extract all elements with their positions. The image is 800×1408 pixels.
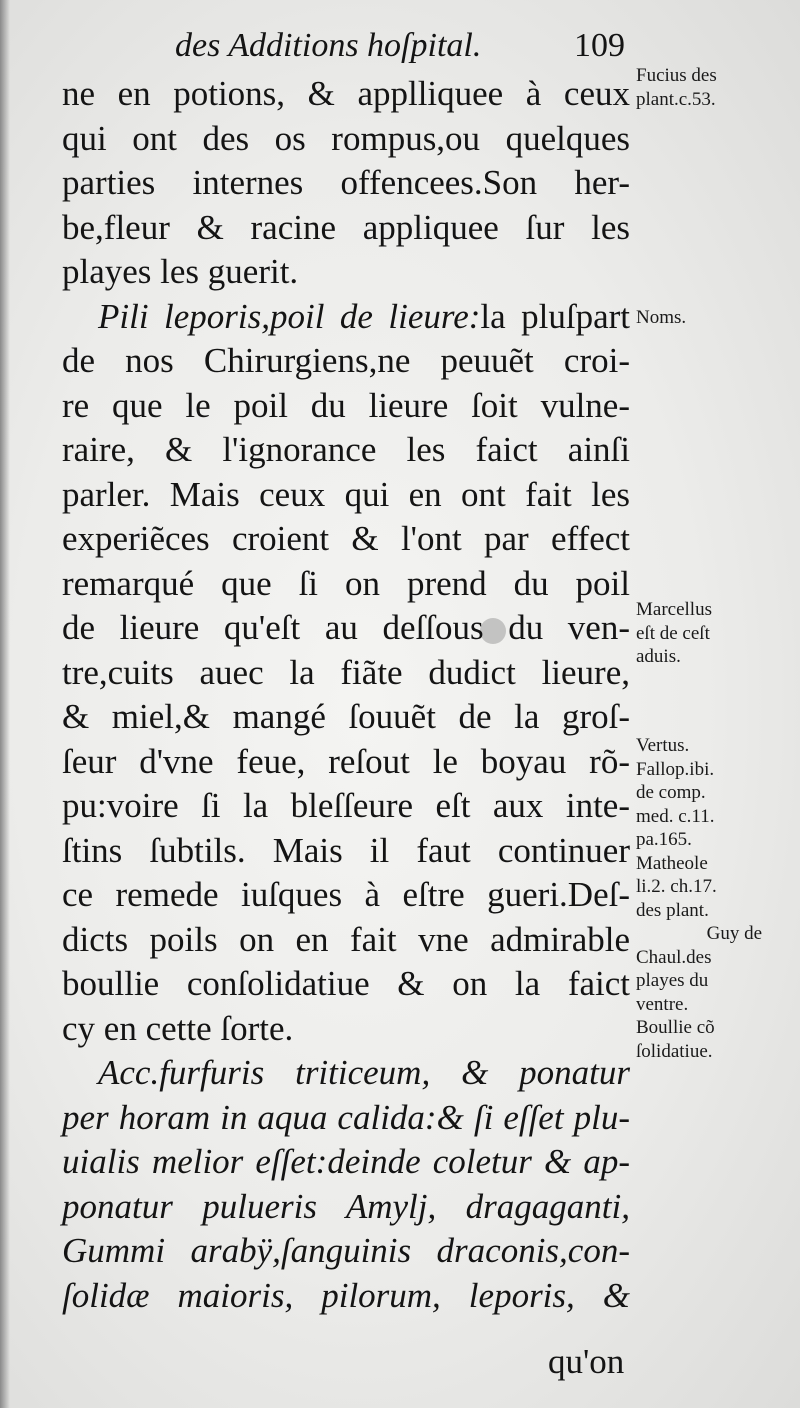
text-line: raire, & l'ignorance les faict ainſi [62,430,630,469]
text-line: ſeur d'vne feue, reſout le boyau rõ- [62,741,630,781]
text-line: dicts poils on en fait vne admirable [62,919,630,959]
text-line: tre,cuits auec la fiãte dudict lieure, [62,652,630,692]
text-line: ſtins ſubtils. Mais il faut continuer [62,830,630,870]
text-line: de nos Chirurgiens,ne peuuẽt croi- [62,341,630,380]
text-line: parties internes offencees.Son her- [62,163,630,202]
text-line: parler. Mais ceux qui en ont fait les [62,474,630,514]
catchword: qu'on [548,1342,625,1381]
note-line: Chaul.des [636,946,712,968]
latin-recipe-line: per horam in aqua calida:& ſi eſſet plu- [62,1097,630,1137]
page-header [175,22,625,70]
text-line: & miel,& mangé ſouuẽt de la groſ- [62,697,630,736]
note-line: Marcellus [636,599,712,620]
note-line: ſolidatiue. [636,1040,713,1062]
text-line: re que le poil du lieure ſoit vulne- [62,385,630,425]
running-head: des Additions hoſpital. [175,27,482,64]
note-line: Matheole [636,852,708,874]
note-line: pa.165. [636,829,692,850]
text-line: remarqué que ſi on prend du poil [62,563,630,603]
italic-lemma: Pili leporis,poil de lieure: [98,296,481,336]
margin-note-fucius [636,64,796,111]
text-line: ce remede iuſques à eſtre gueri.Deſ- [62,875,630,914]
note-line: playes du [636,970,709,991]
latin-recipe-line: Acc.furfuris triticeum, & ponatur [98,1053,630,1092]
margin-note-vertus [636,734,796,1063]
main-text-block [62,72,630,1318]
text-line: cy en cette ſorte. [62,1008,294,1048]
note-line: Fucius des [636,65,717,86]
note-line: Boullie cõ [636,1017,715,1038]
note-line: de comp. [636,782,706,803]
note-line: Fallop.ibi. [636,758,715,780]
text-line: boullie conſolidatiue & on la faict [62,964,630,1003]
text-line-pili-leporis [62,295,630,340]
latin-recipe-line: uialis melior eſſet:deinde coletur & ap- [62,1142,630,1181]
latin-recipe-line: ſolidæ maioris, pilorum, leporis, & [62,1275,630,1315]
note-line: Guy de [706,923,762,944]
note-line: des plant. [636,899,709,921]
note-line: li.2. ch.17. [636,876,717,897]
text-line: de lieure qu'eſt au deſſous du ven- [62,608,630,647]
page-number: 109 [574,27,625,64]
text-line: qui ont des os rompus,ou quelques [62,118,630,158]
note-line: plant.c.53. [636,88,716,110]
note-line: Noms. [636,307,687,328]
note-line: eſt de ceſt [636,622,710,644]
latin-recipe-line: Gummi arabÿ,ſanguinis draconis,con- [62,1231,630,1270]
note-line: med. c.11. [636,805,715,827]
text-line: experiẽces croient & l'ont par effect [62,519,630,558]
lemma-continuation: la pluſpart [480,296,630,336]
latin-recipe-line: ponatur pulueris Amylj, dragaganti, [62,1186,630,1226]
text-line: playes les guerit. [62,252,299,291]
note-line: ventre. [636,993,689,1015]
note-line: aduis. [636,646,681,667]
margin-note-marcellus [636,598,796,669]
text-line: pu:voire ſi la bleſſeure eſt aux inte- [62,786,630,825]
text-line: be,fleur & racine appliquee ſur les [62,207,630,247]
text-line: ne en potions, & applliquee à ceux [62,74,630,113]
note-line: Vertus. [636,735,690,756]
margin-note-noms [636,306,796,330]
